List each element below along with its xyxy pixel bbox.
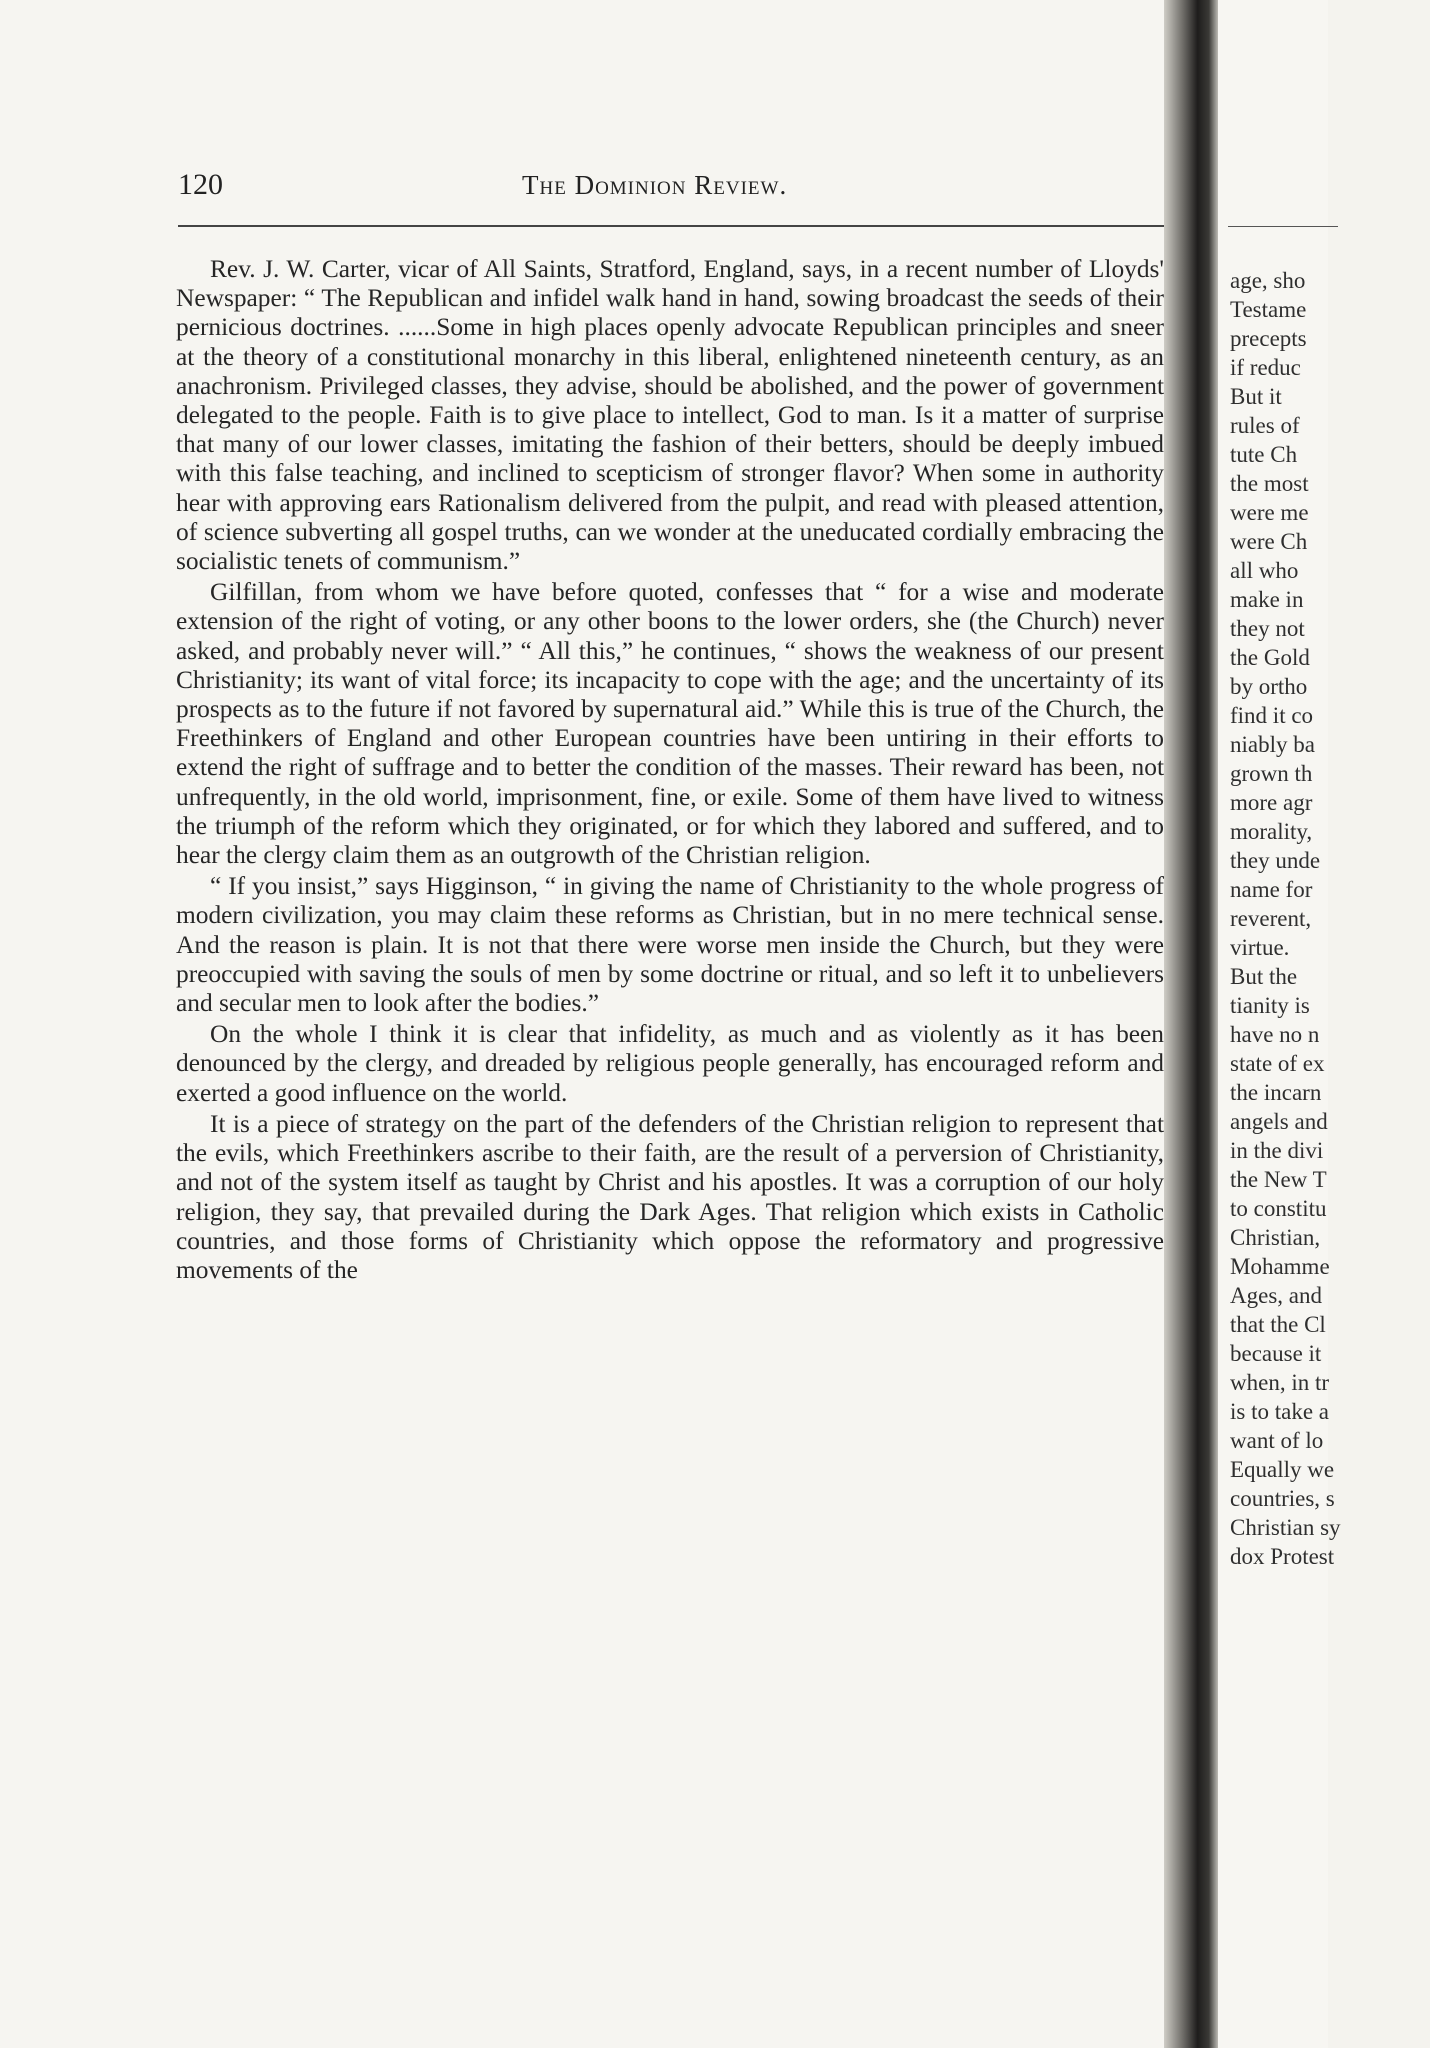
right-page-line: make in: [1230, 587, 1304, 612]
right-page-line: Equally we: [1230, 1457, 1335, 1482]
page-number: 120: [178, 168, 223, 201]
right-page-line: Ages, and: [1230, 1283, 1322, 1308]
right-page-line: if reduc: [1230, 355, 1301, 380]
right-page-line: angels and: [1230, 1109, 1328, 1134]
right-page-text: [1230, 266, 1430, 1571]
right-page-line: in the divi: [1230, 1138, 1324, 1163]
right-page-line: precepts: [1230, 326, 1307, 351]
right-page-line: find it co: [1230, 703, 1314, 728]
right-page-line: tianity is: [1230, 993, 1310, 1018]
right-page-line: Mohamme: [1230, 1254, 1330, 1279]
page-header: [178, 168, 1168, 208]
paragraph: It is a piece of strategy on the part of the defenders of the Christian religion to represent that the evils, which Freethinkers ascribe to their faith, are the result of a perversion of Christianity, and not of the system itself as taught by Christ and his apostles. It was a corruption of our holy religion, they say, that prevailed during the Dark Ages. That religion which exists in Catholic countries, and those forms of Christianity which oppose the reformatory and progressive movements of the: [176, 1109, 1164, 1284]
right-page-line: reverent,: [1230, 906, 1312, 931]
right-page-line: But it: [1230, 384, 1282, 409]
right-page-line: morality,: [1230, 819, 1313, 844]
book-gutter: [1164, 0, 1220, 2048]
right-page-line: rules of: [1230, 413, 1300, 438]
right-page-line: is to take a: [1230, 1399, 1329, 1424]
right-page-line: that the Cl: [1230, 1312, 1326, 1337]
right-page-line: to constitu: [1230, 1196, 1327, 1221]
paragraph: Gilfillan, from whom we have before quoted, confesses that “ for a wise and moderate extension of the right of voting, or any other boons to the lower orders, she (the Church) never asked, and probably never will.” “ All this,” he continues, “ shows the weakness of our present Christianity; its want of vital force; its incapacity to cope with the age; and the uncertainty of its prospects as to the future if not favored by supernatural aid.” While this is true of the Church, the Freethinkers of England and other European countries have been untiring in their efforts to extend the right of suffrage and to better the condition of the masses. Their reward has been, not unfrequently, in the old world, imprisonment, fine, or exile. Some of them have lived to witness the triumph of the reform which they originated, or for which they labored and suffered, and to hear the clergy claim them as an outgrowth of the Christian religion.: [176, 578, 1164, 870]
right-page-line: the Gold: [1230, 645, 1310, 670]
paragraph: Rev. J. W. Carter, vicar of All Saints, Stratford, England, says, in a recent number of Lloyds' Newspaper: “ The Republican and infidel walk hand in hand, sowing broadcast the seeds of their pernicious doctrines. ......Some in high places openly advocate Republican principles and sneer at the theory of a constitutional monarchy in this liberal, enlightened nineteenth century, as an anachronism. Privileged classes, they advise, should be abolished, and the power of government delegated to the people. Faith is to give place to intellect, God to man. Is it a matter of surprise that many of our lower classes, imitating the fashion of their betters, should be deeply imbued with this false teaching, and inclined to scepticism of stronger flavor? When some in authority hear with approving ears Rationalism delivered from the pulpit, and read with pleased attention, of science subverting all gospel truths, can we wonder at the uneducated cordially embracing the socialistic tenets of communism.”: [176, 255, 1164, 576]
header-rule: [178, 225, 1164, 227]
right-page-line: virtue.: [1230, 935, 1290, 960]
right-page-line: the incarn: [1230, 1080, 1322, 1105]
right-header-rule: [1228, 226, 1338, 227]
right-page: [1218, 0, 1341, 2048]
running-title: The Dominion Review.: [522, 170, 788, 200]
paragraph: “ If you insist,” says Higginson, “ in giving the name of Christianity to the whole progress of modern civilization, you may claim these reforms as Christian, but in no mere technical sense. And the reason is plain. It is not that there were worse men inside the Church, but they were preoccupied with saving the souls of men by some doctrine or ritual, and so left it to unbelievers and secular men to look after the bodies.”: [176, 872, 1164, 1018]
right-page-line: Christian,: [1230, 1225, 1321, 1250]
right-page-line: when, in tr: [1230, 1370, 1330, 1395]
body-text: [176, 255, 1164, 1285]
right-page-line: they not: [1230, 616, 1305, 641]
right-page-line: by ortho: [1230, 674, 1308, 699]
right-page-line: want of lo: [1230, 1428, 1324, 1453]
right-page-line: they unde: [1230, 848, 1321, 873]
right-page-line: name for: [1230, 877, 1313, 902]
right-page-line: state of ex: [1230, 1051, 1325, 1076]
right-page-line: countries, s: [1230, 1486, 1335, 1511]
right-page-line: But the: [1230, 964, 1298, 989]
paragraph: On the whole I think it is clear that infidelity, as much and as violently as it has been denounced by the clergy, and dreaded by religious people generally, has encouraged reform and exerted a good influence on the world.: [176, 1020, 1164, 1107]
right-page-line: the most: [1230, 471, 1309, 496]
right-page-line: all who: [1230, 558, 1299, 583]
right-page-line: because it: [1230, 1341, 1322, 1366]
right-page-line: have no n: [1230, 1022, 1320, 1047]
right-page-line: were Ch: [1230, 529, 1308, 554]
right-page-line: more agr: [1230, 790, 1313, 815]
right-page-line: age, sho: [1230, 268, 1306, 293]
right-page-line: tute Ch: [1230, 442, 1298, 467]
right-page-line: grown th: [1230, 761, 1313, 786]
right-page-line: Testame: [1230, 297, 1307, 322]
right-page-line: niably ba: [1230, 732, 1315, 757]
right-page-line: dox Protest: [1230, 1544, 1335, 1569]
right-page-line: Christian sy: [1230, 1515, 1341, 1540]
right-page-line: the New T: [1230, 1167, 1327, 1192]
right-page-line: were me: [1230, 500, 1309, 525]
